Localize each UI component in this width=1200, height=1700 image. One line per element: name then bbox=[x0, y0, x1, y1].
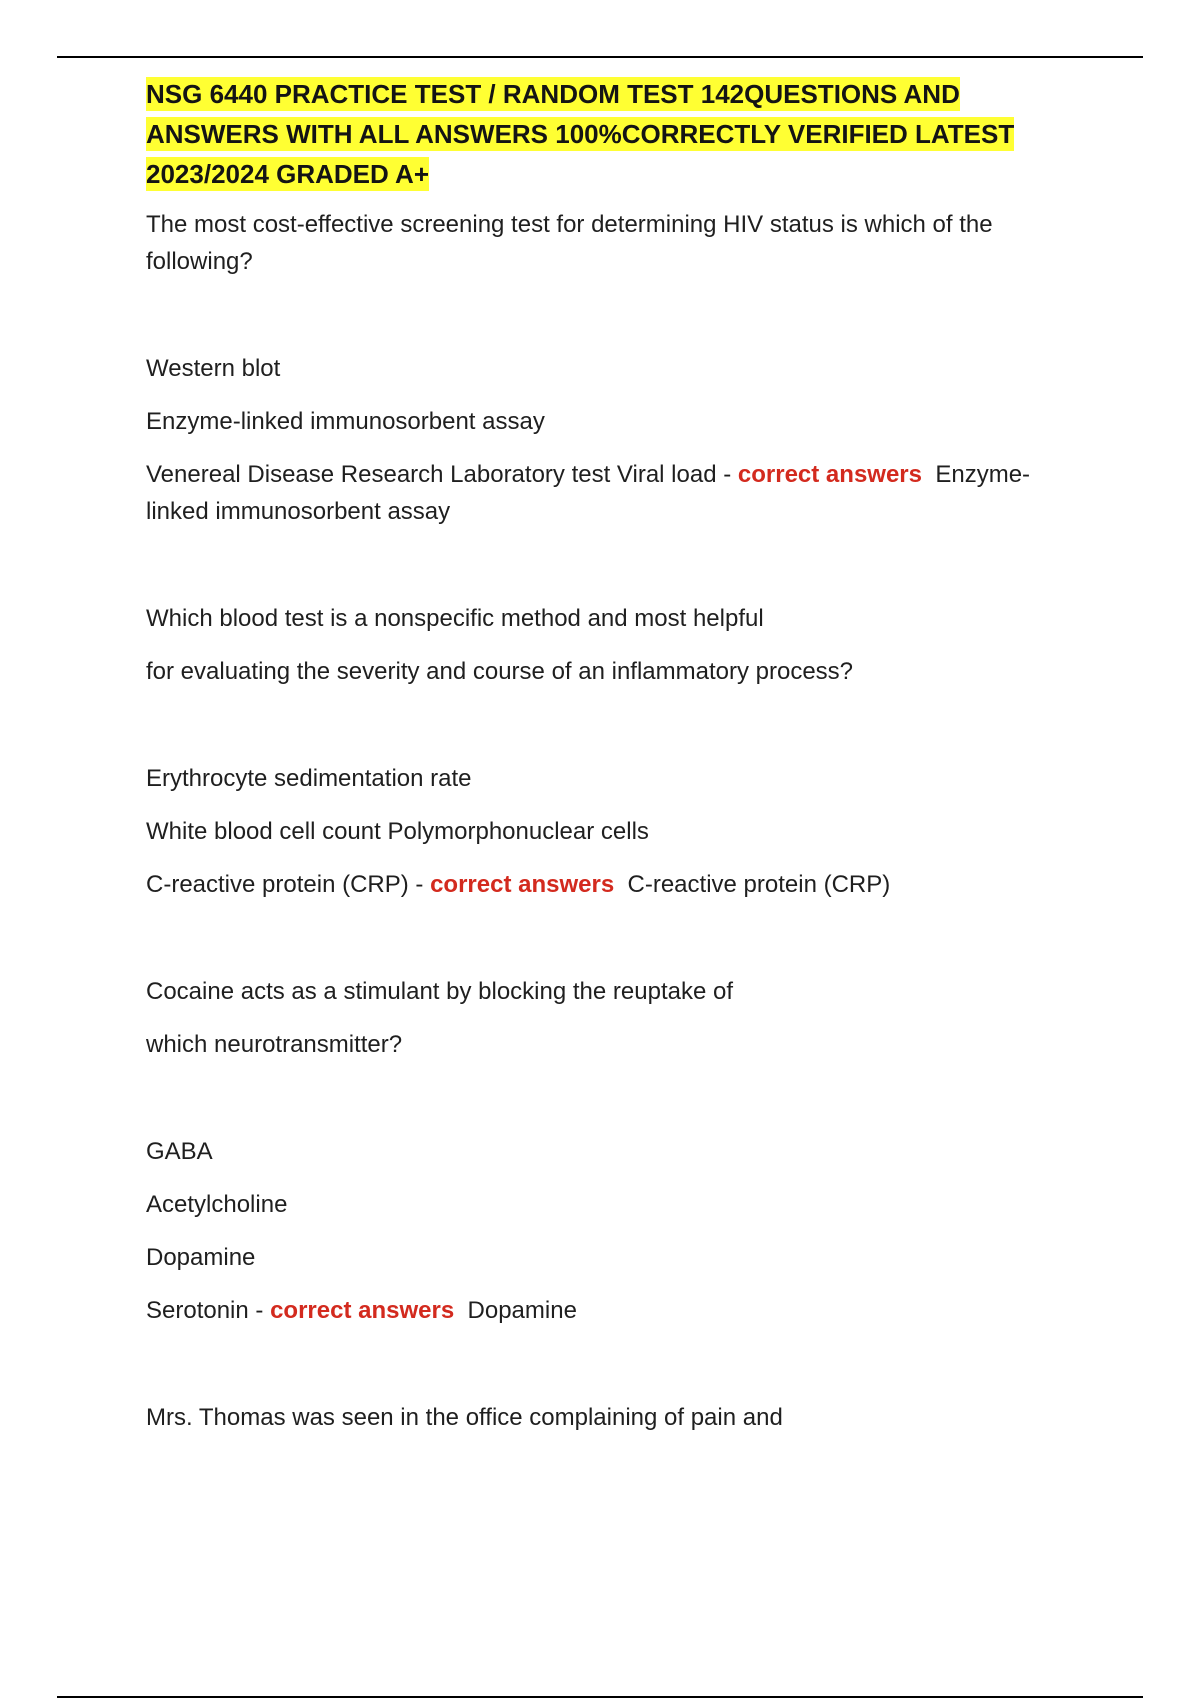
option-text: Erythrocyte sedimentation rate bbox=[146, 765, 472, 792]
option-text: Serotonin bbox=[146, 1297, 249, 1324]
bottom-rule bbox=[57, 1696, 1143, 1698]
option-text: Western blot bbox=[146, 355, 281, 382]
question-block-4 bbox=[146, 1399, 1076, 1436]
option-text: Enzyme-linked immunosorbent assay bbox=[146, 408, 545, 435]
top-rule bbox=[57, 56, 1143, 58]
question-text: which neurotransmitter? bbox=[146, 1031, 403, 1058]
correct-answers-label: correct answers bbox=[430, 871, 615, 898]
question-block-3 bbox=[146, 973, 1076, 1329]
correct-answers-label: correct answers bbox=[737, 461, 922, 488]
document-body bbox=[146, 74, 1076, 1436]
answer-text: Enzyme-linked immunosorbent assay bbox=[146, 461, 1031, 525]
question-block-2 bbox=[146, 600, 1076, 903]
option-with-answer: C-reactive protein (CRP) - correct answers C-reactive protein (CRP) bbox=[146, 871, 891, 898]
document-title bbox=[146, 74, 1076, 194]
question-text: Cocaine acts as a stimulant by blocking the reuptake of bbox=[146, 978, 733, 1005]
option-text: White blood cell count Polymorphonuclear cells bbox=[146, 818, 649, 845]
title-highlight: NSG 6440 PRACTICE TEST / RANDOM TEST 142QUESTIONS AND ANSWERS WITH ALL ANSWERS 100%CORRECTLY VERIFIED LATEST 2023/2024 GRADED A+ bbox=[146, 79, 1015, 189]
option-with-answer: Serotonin - correct answers Dopamine bbox=[146, 1297, 577, 1324]
question-text: The most cost-effective screening test for determining HIV status is which of the following? bbox=[146, 211, 993, 275]
option-text: Acetylcholine bbox=[146, 1191, 288, 1218]
question-text: for evaluating the severity and course of an inflammatory process? bbox=[146, 658, 854, 685]
option-text: GABA bbox=[146, 1138, 213, 1165]
question-block-1 bbox=[146, 206, 1076, 530]
option-text: C-reactive protein (CRP) bbox=[146, 871, 409, 898]
option-text: Venereal Disease Research Laboratory test Viral load bbox=[146, 461, 717, 488]
answer-text: C-reactive protein (CRP) bbox=[627, 871, 891, 898]
option-with-answer: Venereal Disease Research Laboratory test Viral load - correct answers Enzyme-linked immunosorbent assay bbox=[146, 461, 1031, 525]
option-text: Dopamine bbox=[146, 1244, 256, 1271]
answer-text: Dopamine bbox=[467, 1297, 577, 1324]
question-text: Which blood test is a nonspecific method and most helpful bbox=[146, 605, 764, 632]
question-text: Mrs. Thomas was seen in the office complaining of pain and bbox=[146, 1404, 783, 1431]
correct-answers-label: correct answers bbox=[270, 1297, 455, 1324]
